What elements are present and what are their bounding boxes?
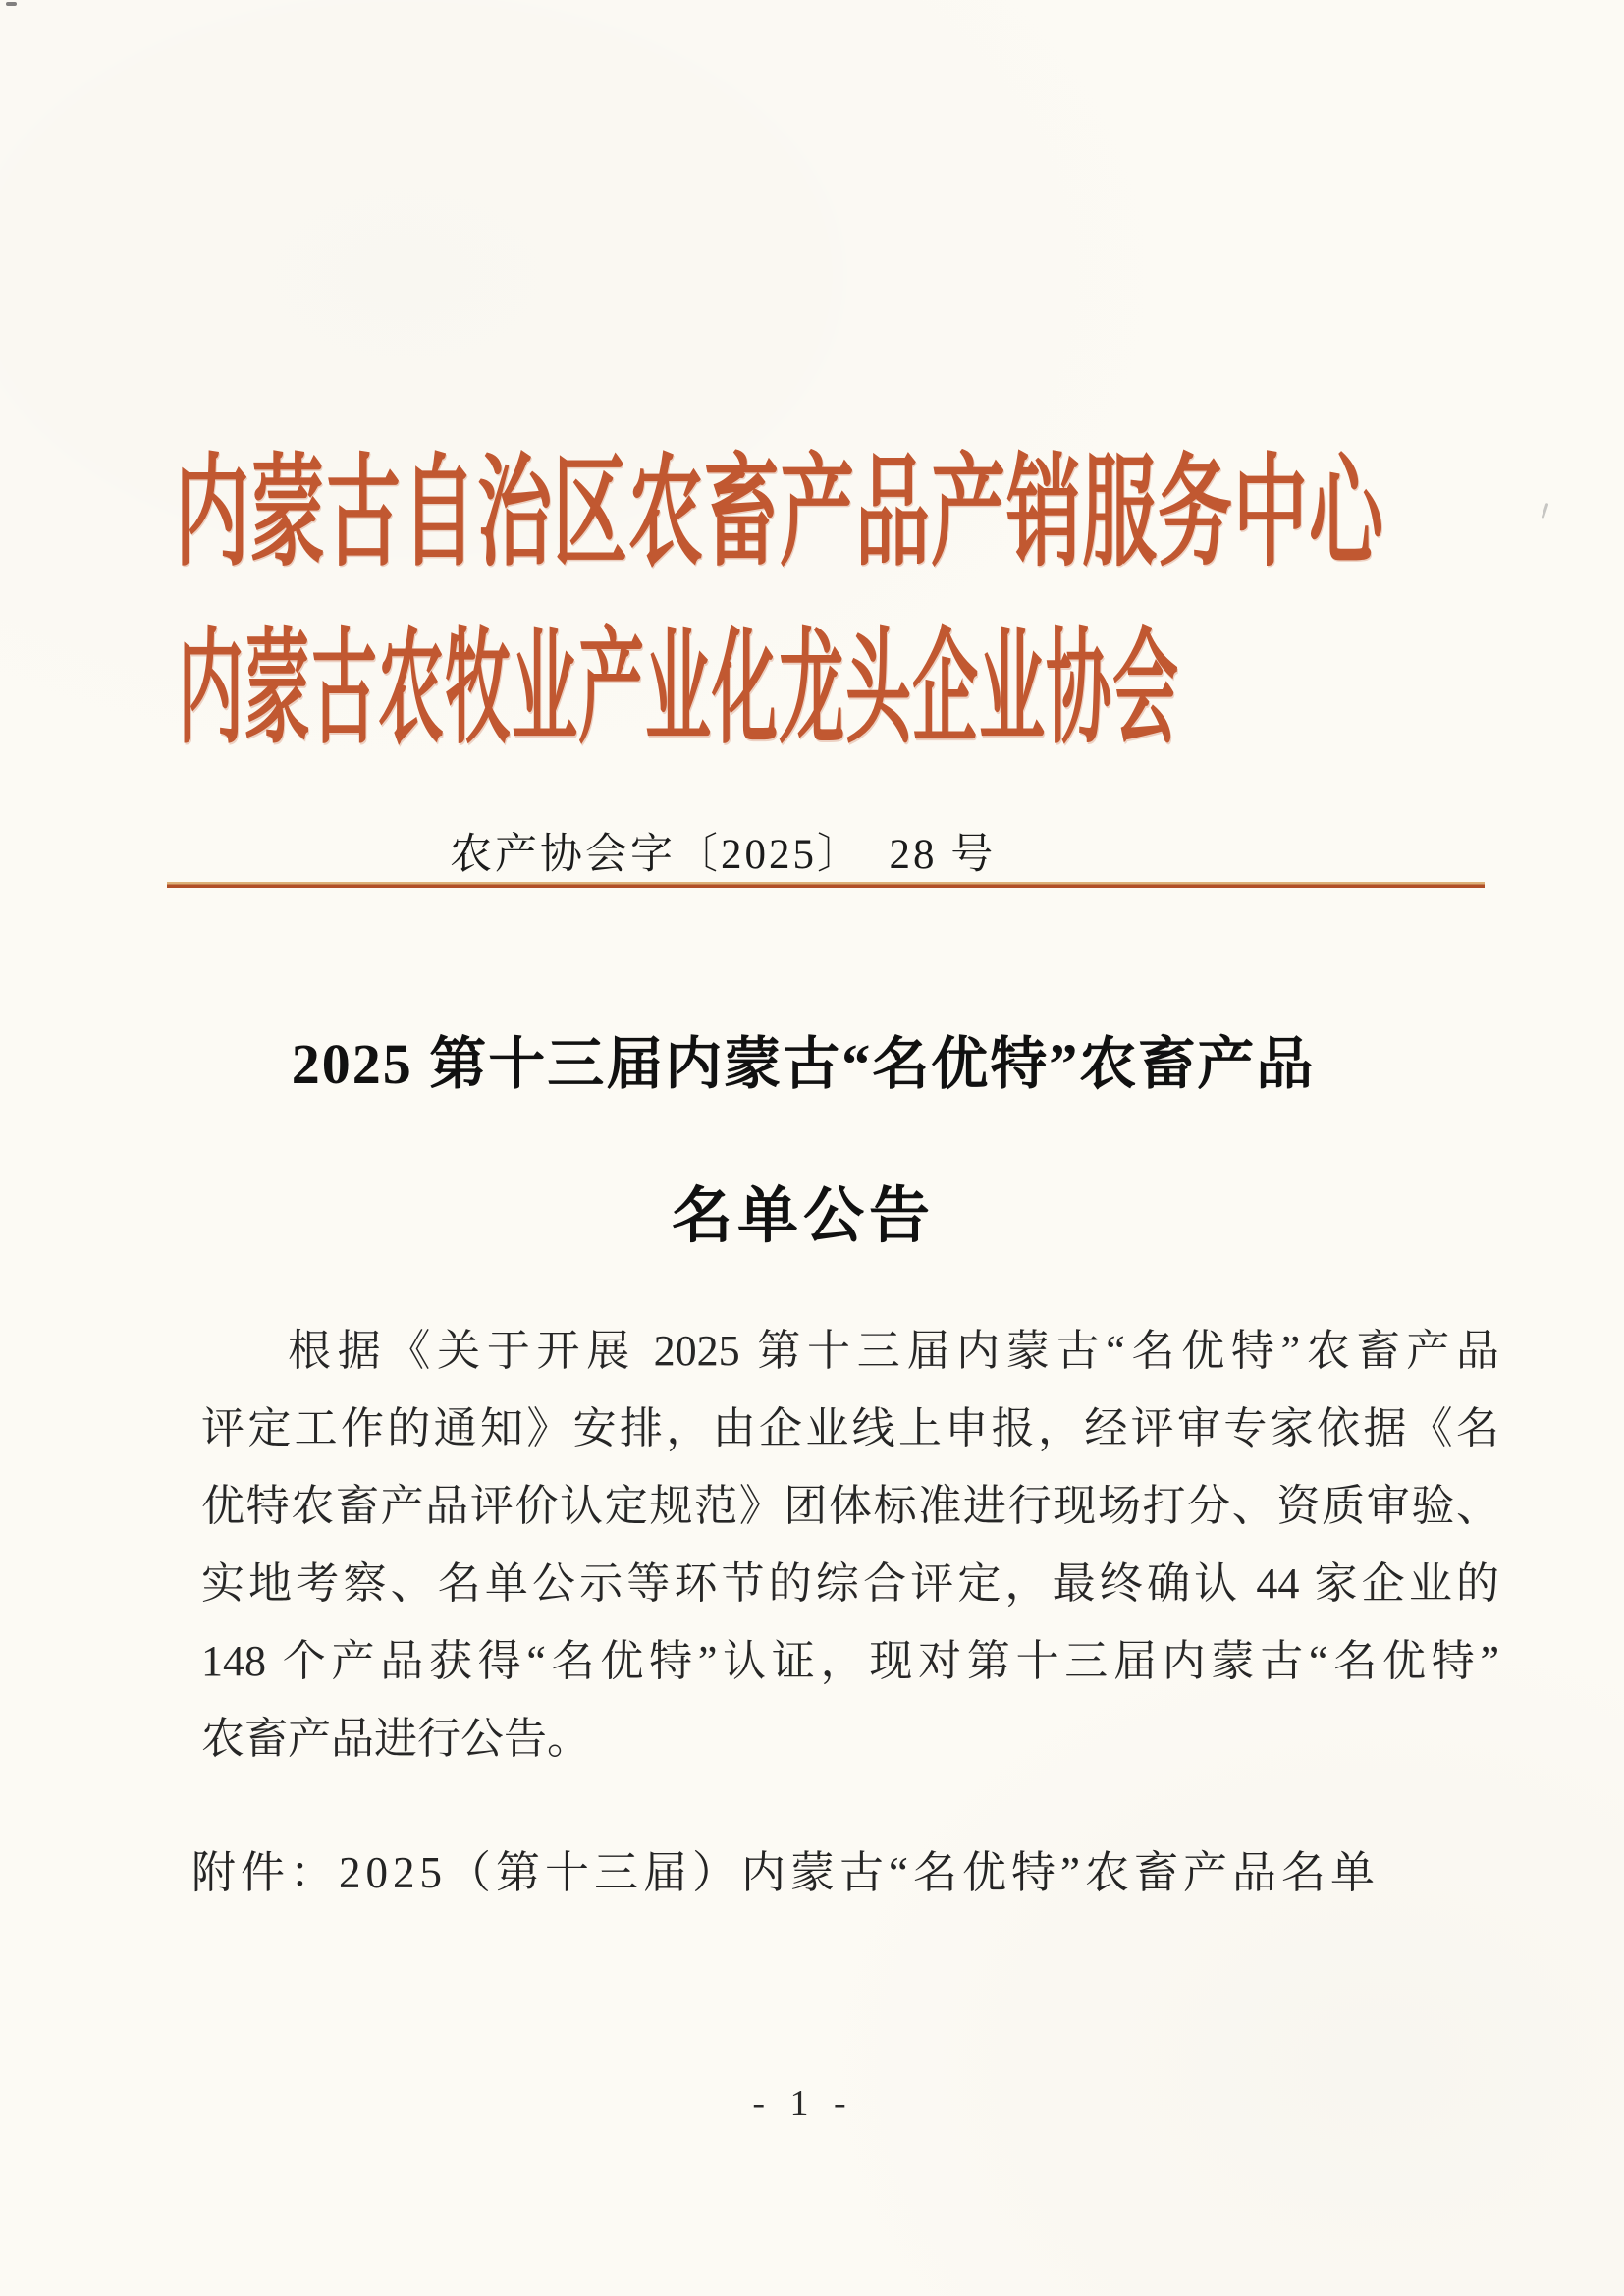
letterhead-org-name-line-2: 内蒙古农牧业产业化龙头企业协会 (178, 621, 1179, 759)
body-line-4: 实地考察、名单公示等环节的综合评定，最终确认 44 家企业的 (201, 1559, 1499, 1608)
scan-artifact-speck (1542, 503, 1549, 519)
notice-title-line-2: 名单公告 (671, 1183, 935, 1250)
letterhead-divider-rule (167, 882, 1485, 888)
document-reference-number: 农产协会字〔2025〕 28 号 (450, 832, 997, 878)
body-line-5: 148 个产品获得“名优特”认证，现对第十三届内蒙古“名优特” (201, 1637, 1499, 1685)
notice-body-paragraph (201, 1312, 1499, 1777)
notice-title-line-1: 2025 第十三届内蒙古“名优特”农畜产品 (291, 1032, 1316, 1096)
letterhead-org-name-line-1: 内蒙古自治区农畜产品产销服务中心 (175, 447, 1384, 581)
page-number: - 1 - (752, 2083, 854, 2124)
body-line-2: 评定工作的通知》安排，由企业线上申报，经评审专家依据《名 (201, 1404, 1499, 1452)
scan-artifact-corner-speck (6, 2, 17, 6)
attachment-reference-line: 附件：2025（第十三届）内蒙古“名优特”农畜产品名单 (191, 1848, 1380, 1897)
body-line-1: 根据《关于开展 2025 第十三届内蒙古“名优特”农畜产品 (288, 1327, 1499, 1375)
body-line-3: 优特农畜产品评价认定规范》团体标准进行现场打分、资质审验、 (201, 1482, 1499, 1530)
body-line-6: 农畜产品进行公告。 (201, 1715, 590, 1763)
